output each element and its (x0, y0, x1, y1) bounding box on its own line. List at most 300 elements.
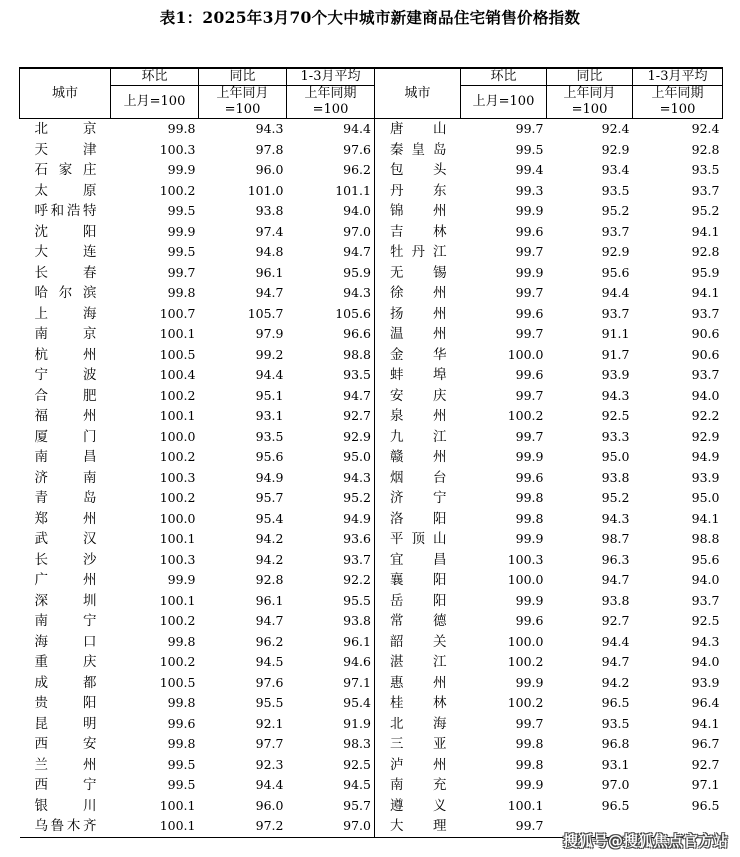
mom-value-cell: 99.9 (515, 264, 544, 280)
mom-value-cell: 99.7 (515, 715, 544, 731)
avg-value-cell: 92.7 (287, 406, 375, 427)
header-yoy-left: 同比 (199, 68, 287, 86)
city-name-cell: 泸州 (375, 755, 461, 776)
avg-value-cell: 95.7 (287, 796, 375, 817)
table-row (20, 160, 723, 181)
mom-value-cell: 99.9 (167, 572, 196, 588)
city-name-cell: 大连 (34, 244, 97, 261)
avg-value-cell: 95.2 (287, 488, 375, 509)
avg-value-cell: 97.0 (287, 222, 375, 243)
table-row (20, 365, 723, 386)
yoy-value-cell: 92.5 (601, 408, 630, 424)
city-name-cell: 南昌 (34, 449, 97, 466)
avg-value-cell: 96.7 (691, 736, 720, 752)
mom-value-cell: 99.7 (515, 121, 544, 137)
mom-value-cell: 100.3 (507, 551, 544, 567)
header-mom-base-right: 上月=100 (461, 86, 547, 119)
city-name-cell: 牡丹江 (375, 242, 461, 263)
avg-value-cell: 91.9 (287, 714, 375, 735)
mom-value-cell: 99.8 (167, 633, 196, 649)
yoy-value-cell: 93.8 (255, 203, 284, 219)
header-mom-left: 环比 (111, 68, 199, 86)
avg-value-cell: 96.1 (287, 632, 375, 653)
yoy-value-cell: 91.1 (601, 326, 630, 342)
mom-value-cell: 100.2 (159, 654, 196, 670)
avg-value-cell: 92.5 (287, 755, 375, 776)
city-name-cell: 西宁 (34, 777, 97, 794)
table-row (20, 734, 723, 755)
mom-value-cell: 99.9 (515, 449, 544, 465)
avg-value-cell: 97.1 (691, 777, 720, 793)
city-name-cell: 沈阳 (34, 223, 97, 240)
mom-value-cell: 100.1 (507, 797, 544, 813)
avg-value-cell: 101.1 (287, 181, 375, 202)
price-index-table (19, 67, 723, 838)
city-name-cell: 宁波 (34, 367, 97, 384)
mom-value-cell: 100.2 (159, 182, 196, 198)
city-name-cell: 平顶山 (375, 529, 461, 550)
avg-value-cell: 93.7 (691, 367, 720, 383)
avg-value-cell: 94.3 (287, 283, 375, 304)
table-row (20, 570, 723, 591)
yoy-value-cell: 97.4 (255, 223, 284, 239)
table-row (20, 509, 723, 530)
city-name-cell: 大理 (375, 816, 461, 837)
mom-value-cell: 100.0 (507, 346, 544, 362)
avg-value-cell: 98.8 (691, 531, 720, 547)
yoy-value-cell: 94.9 (255, 469, 284, 485)
mom-value-cell: 99.8 (515, 510, 544, 526)
avg-value-cell: 94.9 (691, 449, 720, 465)
table-row (20, 673, 723, 694)
avg-value-cell: 95.0 (691, 490, 720, 506)
avg-value-cell: 94.6 (287, 652, 375, 673)
table-row (20, 386, 723, 407)
city-name-cell: 锦州 (375, 201, 461, 222)
avg-value-cell: 94.5 (287, 775, 375, 796)
yoy-value-cell: 98.7 (601, 531, 630, 547)
table-row (20, 406, 723, 427)
avg-value-cell: 93.7 (691, 305, 720, 321)
city-name-cell: 桂林 (375, 693, 461, 714)
yoy-value-cell: 94.4 (255, 777, 284, 793)
avg-value-cell: 92.4 (691, 121, 720, 137)
city-name-cell: 丹东 (375, 181, 461, 202)
city-name-cell: 南充 (375, 775, 461, 796)
table-header (20, 68, 723, 119)
yoy-value-cell: 94.4 (255, 367, 284, 383)
city-name-cell: 遵义 (375, 796, 461, 817)
city-name-cell: 泉州 (375, 406, 461, 427)
avg-value-cell: 95.9 (691, 264, 720, 280)
city-name-cell: 韶关 (375, 632, 461, 653)
yoy-value-cell: 95.4 (255, 510, 284, 526)
yoy-value-cell: 92.9 (601, 141, 630, 157)
city-name-cell: 吉林 (375, 222, 461, 243)
city-name-cell: 厦门 (34, 428, 97, 445)
city-name-cell: 九江 (375, 427, 461, 448)
yoy-value-cell: 94.7 (601, 654, 630, 670)
city-name-cell: 上海 (34, 305, 97, 322)
avg-value-cell: 92.9 (691, 428, 720, 444)
header-city-left: 城市 (20, 68, 111, 119)
mom-value-cell: 100.1 (159, 408, 196, 424)
city-name-cell: 天津 (34, 141, 97, 158)
city-name-cell: 济南 (34, 469, 97, 486)
yoy-value-cell: 96.8 (601, 736, 630, 752)
mom-value-cell: 99.9 (515, 203, 544, 219)
mom-value-cell: 99.5 (167, 777, 196, 793)
avg-value-cell: 93.9 (691, 469, 720, 485)
mom-value-cell: 100.5 (159, 674, 196, 690)
mom-value-cell: 99.6 (167, 715, 196, 731)
city-name-cell: 济宁 (375, 488, 461, 509)
mom-value-cell: 99.9 (167, 162, 196, 178)
header-yoy-base-left: 上年同月 (199, 86, 287, 103)
mom-value-cell: 99.6 (515, 469, 544, 485)
avg-value-cell: 95.6 (691, 551, 720, 567)
mom-value-cell: 99.8 (167, 121, 196, 137)
city-name-cell: 昆明 (34, 715, 97, 732)
avg-value-cell: 95.4 (287, 693, 375, 714)
yoy-value-cell: 95.5 (255, 695, 284, 711)
mom-value-cell: 99.7 (515, 428, 544, 444)
avg-value-cell: 94.3 (287, 468, 375, 489)
mom-value-cell: 100.0 (507, 633, 544, 649)
city-name-cell: 呼和浩特 (34, 203, 97, 220)
city-name-cell: 赣州 (375, 447, 461, 468)
yoy-value-cell: 93.1 (255, 408, 284, 424)
avg-value-cell: 97.6 (287, 140, 375, 161)
table-row (20, 242, 723, 263)
city-name-cell: 常德 (375, 611, 461, 632)
table-row (20, 652, 723, 673)
table-row (20, 119, 723, 140)
mom-value-cell: 99.9 (167, 223, 196, 239)
yoy-value-cell: 95.2 (601, 203, 630, 219)
table-row (20, 611, 723, 632)
header-avg-base2-right: =100 (633, 102, 723, 119)
city-name-cell: 武汉 (34, 531, 97, 548)
header-avg-left: 1-3月平均 (287, 68, 375, 86)
yoy-value-cell: 93.7 (601, 305, 630, 321)
header-yoy-right: 同比 (547, 68, 633, 86)
avg-value-cell: 92.8 (691, 141, 720, 157)
mom-value-cell: 100.0 (159, 510, 196, 526)
mom-value-cell: 100.3 (159, 141, 196, 157)
table-row (20, 775, 723, 796)
yoy-value-cell: 97.7 (255, 736, 284, 752)
mom-value-cell: 100.4 (159, 367, 196, 383)
mom-value-cell: 99.9 (515, 592, 544, 608)
mom-value-cell: 99.9 (515, 777, 544, 793)
mom-value-cell: 99.5 (167, 244, 196, 260)
yoy-value-cell: 96.0 (255, 797, 284, 813)
yoy-value-cell: 96.5 (601, 797, 630, 813)
yoy-value-cell: 92.9 (601, 244, 630, 260)
avg-value-cell: 97.0 (287, 816, 375, 837)
yoy-value-cell: 93.4 (601, 162, 630, 178)
mom-value-cell: 99.8 (515, 756, 544, 772)
yoy-value-cell: 94.2 (255, 551, 284, 567)
table-row (20, 529, 723, 550)
city-name-cell: 深圳 (34, 592, 97, 609)
avg-value-cell: 92.8 (691, 244, 720, 260)
table-row (20, 591, 723, 612)
mom-value-cell: 100.0 (507, 572, 544, 588)
mom-value-cell: 100.1 (159, 592, 196, 608)
avg-value-cell: 94.7 (287, 242, 375, 263)
city-name-cell: 福州 (34, 408, 97, 425)
avg-value-cell: 94.0 (691, 387, 720, 403)
mom-value-cell: 100.7 (159, 305, 196, 321)
city-name-cell: 合肥 (34, 387, 97, 404)
city-name-cell: 徐州 (375, 283, 461, 304)
city-name-cell: 包头 (375, 160, 461, 181)
city-name-cell: 宜昌 (375, 550, 461, 571)
mom-value-cell: 99.8 (167, 695, 196, 711)
city-name-cell: 洛阳 (375, 509, 461, 530)
yoy-value-cell: 94.7 (255, 613, 284, 629)
mom-value-cell: 100.5 (159, 346, 196, 362)
city-name-cell: 长沙 (34, 551, 97, 568)
table-row (20, 345, 723, 366)
table-row (20, 283, 723, 304)
avg-value-cell: 93.8 (287, 611, 375, 632)
mom-value-cell: 100.2 (507, 408, 544, 424)
avg-value-cell: 95.0 (287, 447, 375, 468)
yoy-value-cell: 91.7 (601, 346, 630, 362)
city-name-cell: 烟台 (375, 468, 461, 489)
yoy-value-cell: 97.9 (255, 326, 284, 342)
mom-value-cell: 99.5 (515, 141, 544, 157)
yoy-value-cell: 101.0 (247, 182, 284, 198)
city-name-cell: 岳阳 (375, 591, 461, 612)
table-row (20, 632, 723, 653)
mom-value-cell: 99.7 (515, 244, 544, 260)
yoy-value-cell: 93.1 (601, 756, 630, 772)
avg-value-cell: 92.5 (691, 613, 720, 629)
table-row (20, 550, 723, 571)
yoy-value-cell: 94.8 (255, 244, 284, 260)
yoy-value-cell: 92.7 (601, 613, 630, 629)
mom-value-cell: 99.6 (515, 223, 544, 239)
table-row (20, 324, 723, 345)
table-row (20, 755, 723, 776)
yoy-value-cell: 92.3 (255, 756, 284, 772)
avg-value-cell: 96.4 (691, 695, 720, 711)
yoy-value-cell: 95.6 (255, 449, 284, 465)
mom-value-cell: 100.2 (159, 449, 196, 465)
yoy-value-cell: 94.5 (255, 654, 284, 670)
city-name-cell: 西安 (34, 736, 97, 753)
table-row (20, 447, 723, 468)
yoy-value-cell: 94.4 (601, 633, 630, 649)
table-row (20, 263, 723, 284)
yoy-value-cell: 93.3 (601, 428, 630, 444)
avg-value-cell: 95.9 (287, 263, 375, 284)
yoy-value-cell: 94.3 (255, 121, 284, 137)
mom-value-cell: 100.1 (159, 326, 196, 342)
mom-value-cell: 99.8 (515, 736, 544, 752)
city-name-cell: 石家庄 (34, 162, 97, 179)
table-row (20, 304, 723, 325)
mom-value-cell: 100.3 (159, 551, 196, 567)
avg-value-cell: 96.5 (691, 797, 720, 813)
yoy-value-cell: 93.5 (601, 182, 630, 198)
avg-value-cell: 94.0 (691, 572, 720, 588)
mom-value-cell: 99.4 (515, 162, 544, 178)
city-name-cell: 惠州 (375, 673, 461, 694)
avg-value-cell: 94.0 (287, 201, 375, 222)
mom-value-cell: 99.5 (167, 203, 196, 219)
yoy-value-cell: 94.7 (255, 285, 284, 301)
avg-value-cell: 96.2 (287, 160, 375, 181)
avg-value-cell: 94.1 (691, 510, 720, 526)
avg-value-cell: 96.6 (287, 324, 375, 345)
avg-value-cell: 94.9 (287, 509, 375, 530)
yoy-value-cell: 96.1 (255, 592, 284, 608)
yoy-value-cell: 95.6 (601, 264, 630, 280)
mom-value-cell: 100.2 (507, 654, 544, 670)
yoy-value-cell: 92.1 (255, 715, 284, 731)
mom-value-cell: 99.8 (167, 736, 196, 752)
yoy-value-cell: 97.0 (601, 777, 630, 793)
header-avg-base2-left: =100 (287, 102, 375, 119)
city-name-cell: 成都 (34, 674, 97, 691)
yoy-value-cell: 93.7 (601, 223, 630, 239)
yoy-value-cell: 95.1 (255, 387, 284, 403)
mom-value-cell: 99.9 (515, 531, 544, 547)
avg-value-cell: 98.8 (287, 345, 375, 366)
mom-value-cell: 100.2 (507, 695, 544, 711)
mom-value-cell: 100.2 (159, 490, 196, 506)
city-name-cell: 北京 (34, 121, 97, 138)
yoy-value-cell: 93.8 (601, 592, 630, 608)
avg-value-cell: 93.7 (287, 550, 375, 571)
mom-value-cell: 99.5 (167, 756, 196, 772)
city-name-cell: 安庆 (375, 386, 461, 407)
avg-value-cell: 93.5 (691, 162, 720, 178)
avg-value-cell: 90.6 (691, 346, 720, 362)
city-name-cell: 银川 (34, 797, 97, 814)
mom-value-cell: 99.7 (167, 264, 196, 280)
table-row (20, 714, 723, 735)
city-name-cell: 北海 (375, 714, 461, 735)
city-name-cell: 太原 (34, 182, 97, 199)
header-mom-base-left: 上月=100 (111, 86, 199, 119)
yoy-value-cell: 97.8 (255, 141, 284, 157)
avg-value-cell: 95.5 (287, 591, 375, 612)
avg-value-cell: 93.5 (287, 365, 375, 386)
yoy-value-cell: 93.5 (255, 428, 284, 444)
city-name-cell: 温州 (375, 324, 461, 345)
yoy-value-cell: 93.8 (601, 469, 630, 485)
avg-value-cell: 94.1 (691, 715, 720, 731)
mom-value-cell: 100.2 (159, 387, 196, 403)
mom-value-cell: 100.1 (111, 816, 199, 837)
table-row (20, 140, 723, 161)
mom-value-cell: 100.1 (159, 531, 196, 547)
city-name-cell: 襄阳 (375, 570, 461, 591)
yoy-value-cell: 99.2 (255, 346, 284, 362)
watermark: 搜狐号@搜狐焦点官方站 (562, 832, 728, 850)
mom-value-cell: 99.7 (515, 326, 544, 342)
city-name-cell: 金华 (375, 345, 461, 366)
city-name-cell: 乌鲁木齐 (20, 816, 111, 837)
city-name-cell: 广州 (34, 572, 97, 589)
avg-value-cell: 93.9 (691, 674, 720, 690)
city-name-cell: 青岛 (34, 490, 97, 507)
city-name-cell: 南宁 (34, 613, 97, 630)
yoy-value-cell: 93.9 (601, 367, 630, 383)
mom-value-cell: 99.7 (515, 285, 544, 301)
avg-value-cell: 98.3 (287, 734, 375, 755)
mom-value-cell: 99.6 (515, 367, 544, 383)
city-name-cell: 海口 (34, 633, 97, 650)
mom-value-cell: 100.0 (159, 428, 196, 444)
avg-value-cell: 97.1 (287, 673, 375, 694)
yoy-value-cell: 96.1 (255, 264, 284, 280)
city-name-cell: 兰州 (34, 756, 97, 773)
avg-value-cell: 94.1 (691, 223, 720, 239)
yoy-value-cell: 95.0 (601, 449, 630, 465)
city-name-cell: 唐山 (375, 119, 461, 140)
yoy-value-cell: 94.3 (601, 510, 630, 526)
yoy-value-cell: 105.7 (247, 305, 284, 321)
city-name-cell: 郑州 (34, 510, 97, 527)
city-name-cell: 扬州 (375, 304, 461, 325)
yoy-value-cell: 97.2 (199, 816, 287, 837)
city-name-cell: 秦皇岛 (375, 140, 461, 161)
mom-value-cell: 100.2 (159, 613, 196, 629)
city-name-cell: 哈尔滨 (34, 285, 97, 302)
yoy-value-cell: 93.5 (601, 715, 630, 731)
table-body (20, 119, 723, 838)
city-name-cell: 长春 (34, 264, 97, 281)
table-row (20, 201, 723, 222)
city-name-cell: 贵阳 (34, 695, 97, 712)
table-row (20, 468, 723, 489)
avg-value-cell: 105.6 (287, 304, 375, 325)
yoy-value-cell: 94.7 (601, 572, 630, 588)
mom-value-cell: 99.9 (515, 674, 544, 690)
avg-value-cell: 93.7 (691, 592, 720, 608)
avg-value-cell: 94.3 (691, 633, 720, 649)
yoy-value-cell: 95.2 (601, 490, 630, 506)
table-row (20, 181, 723, 202)
avg-value-cell: 94.7 (287, 386, 375, 407)
header-yoy-base2-left: =100 (199, 102, 287, 119)
header-yoy-base-right: 上年同月 (547, 86, 633, 103)
yoy-value-cell: 94.2 (255, 531, 284, 547)
mom-value-cell: 100.3 (159, 469, 196, 485)
header-city-right: 城市 (375, 68, 461, 119)
avg-value-cell: 92.2 (691, 408, 720, 424)
header-yoy-base2-right: =100 (547, 102, 633, 119)
mom-value-cell: 99.3 (515, 182, 544, 198)
header-mom-right: 环比 (461, 68, 547, 86)
yoy-value-cell: 96.2 (255, 633, 284, 649)
city-name-cell: 蚌埠 (375, 365, 461, 386)
yoy-value-cell: 95.7 (255, 490, 284, 506)
city-name-cell: 无锡 (375, 263, 461, 284)
mom-value-cell: 99.6 (515, 305, 544, 321)
table-title: 表1：2025年3月70个大中城市新建商品住宅销售价格指数 (159, 8, 581, 27)
avg-value-cell: 92.7 (691, 756, 720, 772)
avg-value-cell: 93.7 (691, 182, 720, 198)
mom-value-cell: 99.6 (515, 613, 544, 629)
